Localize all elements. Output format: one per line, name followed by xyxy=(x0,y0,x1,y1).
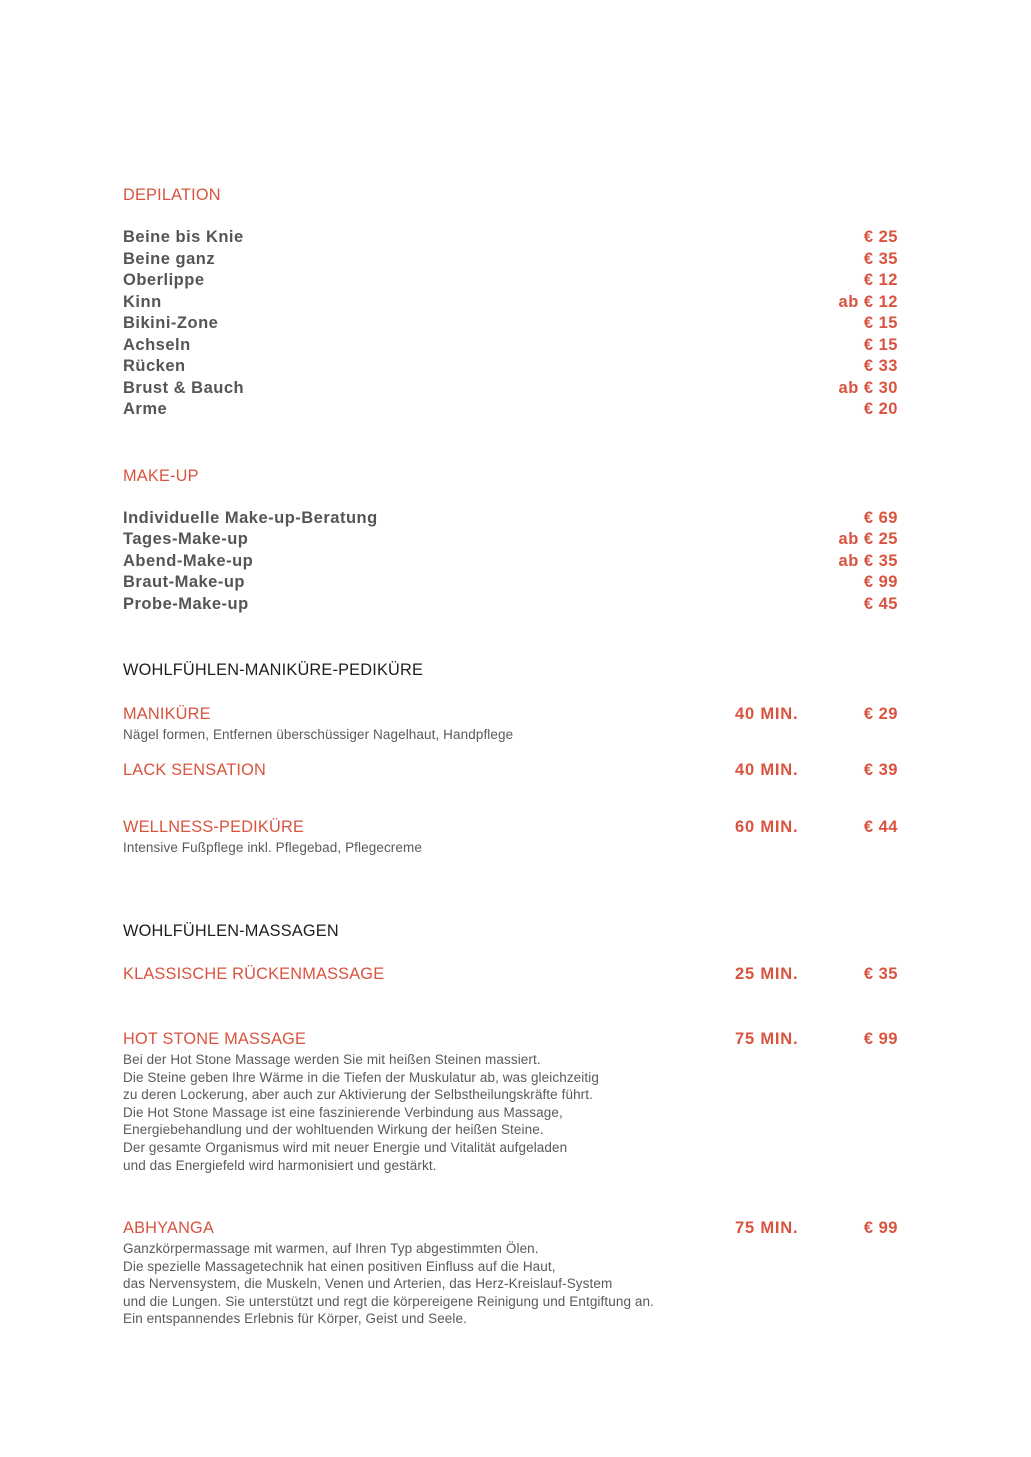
service-name: ABHYANGA xyxy=(123,1218,215,1237)
service-label: Braut-Make-up xyxy=(123,573,246,591)
service-label: Kinn xyxy=(123,293,162,311)
service-name: HOT STONE MASSAGE xyxy=(123,1029,307,1048)
price-row xyxy=(123,509,898,531)
description-line: Die Steine geben Ihre Wärme in die Tiefen der Muskulatur ab, was gleichzeitig xyxy=(123,1069,599,1085)
service-item-hot-stone-massage xyxy=(123,1028,898,1174)
service-price: ab € 25 xyxy=(838,530,898,548)
service-item-lack-sensation xyxy=(123,759,898,781)
price-row xyxy=(123,293,898,315)
service-description xyxy=(123,839,898,857)
service-label: Oberlippe xyxy=(123,271,205,289)
price-row xyxy=(123,250,898,272)
service-duration: 60 MIN. xyxy=(735,818,799,836)
service-label: Brust & Bauch xyxy=(123,379,245,397)
description-line: und das Energiefeld wird harmonisiert und gestärkt. xyxy=(123,1157,437,1173)
price-row xyxy=(123,228,898,250)
service-price: € 35 xyxy=(863,250,898,268)
section-title-depilation: DEPILATION xyxy=(123,185,221,204)
service-price: ab € 12 xyxy=(838,293,898,311)
description-line: Ganzkörpermassage mit warmen, auf Ihren Typ abgestimmten Ölen. xyxy=(123,1241,539,1256)
price-row xyxy=(123,336,898,358)
service-name: MANIKÜRE xyxy=(123,704,211,723)
description-line: und die Lungen. Sie unterstützt und regt die körpereigene Reinigung und Entgiftung an. xyxy=(123,1293,654,1309)
service-price: € 15 xyxy=(863,314,898,332)
service-duration: 40 MIN. xyxy=(735,705,799,723)
price-row xyxy=(123,271,898,293)
price-row xyxy=(123,400,898,422)
service-name: LACK SENSATION xyxy=(123,760,266,779)
price-row xyxy=(123,314,898,336)
service-price: € 99 xyxy=(863,1219,898,1237)
service-price: € 35 xyxy=(863,965,898,983)
service-label: Bikini-Zone xyxy=(123,314,219,332)
service-price: € 25 xyxy=(863,228,898,246)
section-title-makeup: MAKE-UP xyxy=(123,466,199,485)
price-row xyxy=(123,573,898,595)
service-price: € 20 xyxy=(863,400,898,418)
service-duration: 40 MIN. xyxy=(735,761,799,779)
price-row xyxy=(123,530,898,552)
service-price: ab € 30 xyxy=(838,379,898,397)
service-label: Rücken xyxy=(123,357,186,375)
service-price: € 69 xyxy=(863,509,898,527)
description-line: Der gesamte Organismus wird mit neuer Energie und Vitalität aufgeladen xyxy=(123,1139,568,1155)
description-line: Intensive Fußpflege inkl. Pflegebad, Pflegecreme xyxy=(123,840,422,855)
price-row xyxy=(123,379,898,401)
service-name: WELLNESS-PEDIKÜRE xyxy=(123,817,305,836)
service-item-abhyanga xyxy=(123,1217,898,1328)
service-description xyxy=(123,1240,898,1328)
description-line: Nägel formen, Entfernen überschüssiger Nagelhaut, Handpflege xyxy=(123,727,514,742)
service-item-klassische-rueckenmassage xyxy=(123,963,898,985)
price-row xyxy=(123,357,898,379)
service-label: Beine bis Knie xyxy=(123,228,244,246)
section-title-massages: WOHLFÜHLEN-MASSAGEN xyxy=(123,921,339,940)
service-label: Probe-Make-up xyxy=(123,595,249,613)
section-title-nails: WOHLFÜHLEN-MANIKÜRE-PEDIKÜRE xyxy=(123,660,424,679)
service-price: € 99 xyxy=(863,573,898,591)
service-name: KLASSISCHE RÜCKENMASSAGE xyxy=(123,964,385,983)
description-line: Die spezielle Massagetechnik hat einen positiven Einfluss auf die Haut, xyxy=(123,1258,556,1274)
service-label: Beine ganz xyxy=(123,250,216,268)
description-line: Die Hot Stone Massage ist eine faszinierende Verbindung aus Massage, xyxy=(123,1104,563,1120)
service-duration: 25 MIN. xyxy=(735,965,799,983)
service-price: € 33 xyxy=(863,357,898,375)
description-line: Ein entspannendes Erlebnis für Körper, Geist und Seele. xyxy=(123,1311,467,1327)
service-label: Arme xyxy=(123,400,168,418)
service-price: € 39 xyxy=(863,761,898,779)
service-description xyxy=(123,1051,898,1174)
service-label: Tages-Make-up xyxy=(123,530,249,548)
service-duration: 75 MIN. xyxy=(735,1030,799,1048)
price-row xyxy=(123,595,898,617)
service-label: Abend-Make-up xyxy=(123,552,254,570)
description-line: das Nervensystem, die Muskeln, Venen und Arterien, das Herz-Kreislauf-System xyxy=(123,1276,613,1292)
service-description xyxy=(123,726,898,744)
description-line: Bei der Hot Stone Massage werden Sie mit heißen Steinen massiert. xyxy=(123,1052,541,1067)
service-price: ab € 35 xyxy=(838,552,898,570)
service-price: € 99 xyxy=(863,1030,898,1048)
description-line: Energiebehandlung und der wohltuenden Wirkung der heißen Steine. xyxy=(123,1122,544,1138)
service-price: € 12 xyxy=(863,271,898,289)
service-label: Individuelle Make-up-Beratung xyxy=(123,509,378,527)
service-price: € 15 xyxy=(863,336,898,354)
service-price: € 44 xyxy=(863,818,898,836)
service-price: € 45 xyxy=(863,595,898,613)
service-duration: 75 MIN. xyxy=(735,1219,799,1237)
description-line: zu deren Lockerung, aber auch zur Aktivierung der Selbstheilungskräfte führt. xyxy=(123,1087,593,1103)
service-price: € 29 xyxy=(863,705,898,723)
service-item-wellness-pedikuere xyxy=(123,816,898,857)
service-label: Achseln xyxy=(123,336,191,354)
price-row xyxy=(123,552,898,574)
service-item-manikuere xyxy=(123,703,898,744)
